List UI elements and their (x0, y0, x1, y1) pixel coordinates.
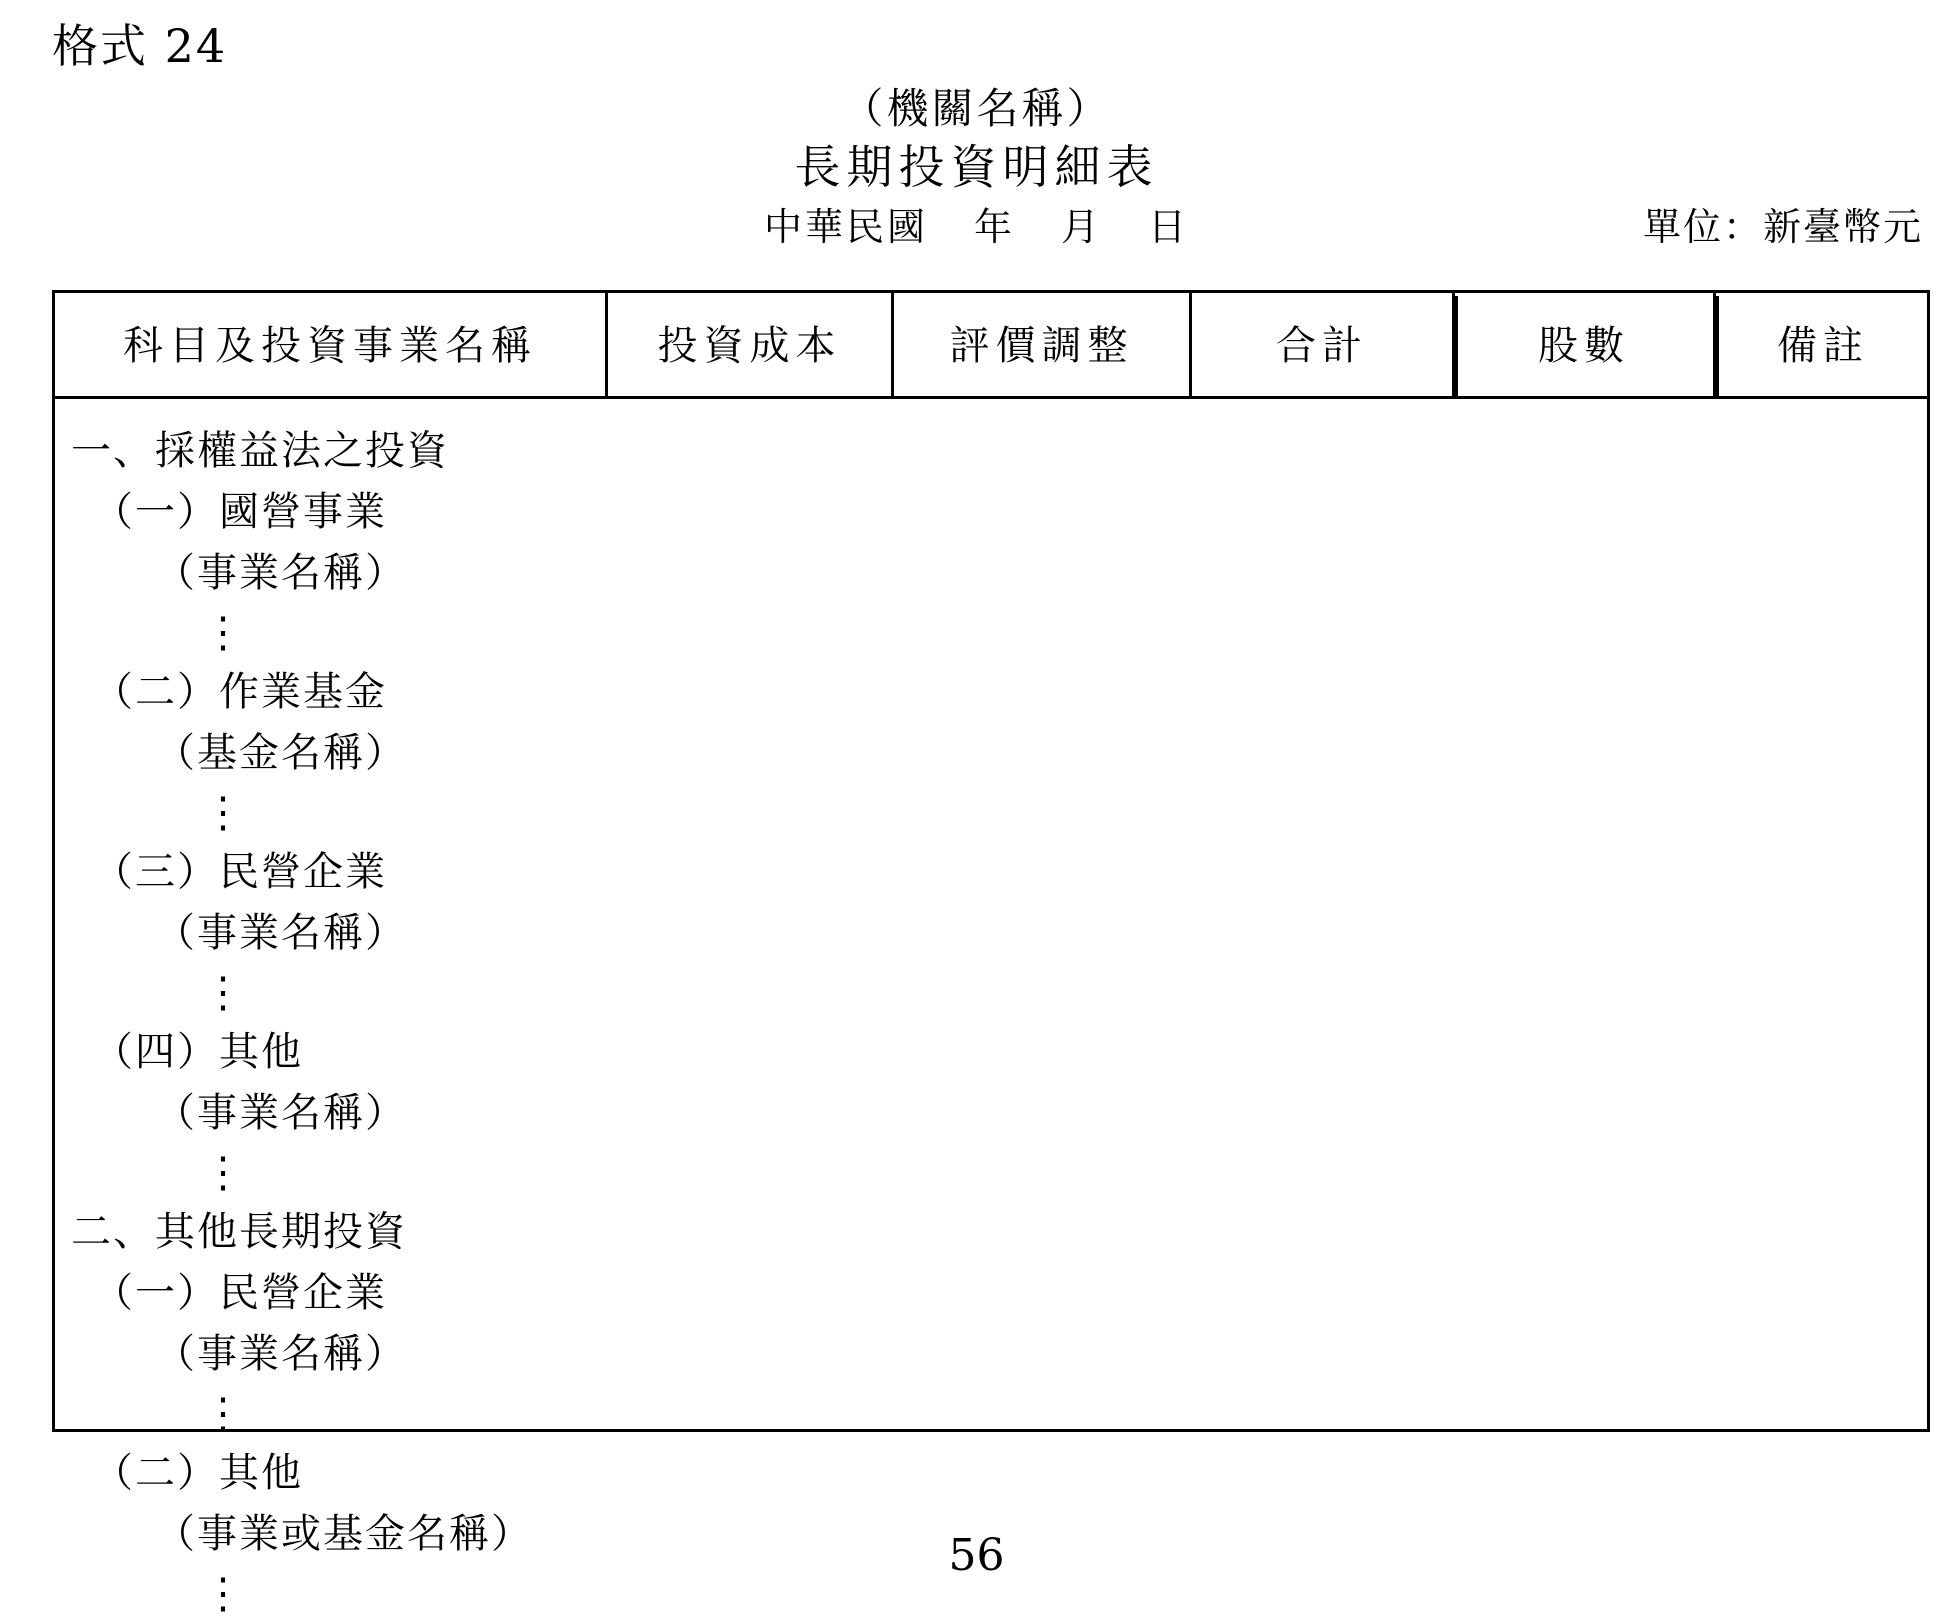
table-header-cell: 評價調整 (894, 293, 1192, 399)
form-code-label: 格式 24 (52, 19, 228, 73)
table-row: 二、其他長期投資 (71, 1209, 407, 1255)
table-header-row (55, 293, 1927, 399)
vertical-ellipsis: ⋮ (203, 788, 245, 838)
table-header-cell: 合計 (1192, 293, 1455, 399)
table-row: （一）國營事業 (93, 489, 387, 535)
date-day-label: 日 (1148, 205, 1190, 249)
table-row: （事業名稱） (155, 1331, 407, 1377)
vertical-ellipsis: ⋮ (203, 1148, 245, 1198)
vertical-ellipsis: ⋮ (203, 608, 245, 658)
table-header-cell: 備註 (1777, 323, 1869, 369)
currency-unit-label: 單位：新臺幣元 (1642, 205, 1923, 249)
date-year-label: 年 (973, 205, 1015, 249)
table-row: （事業名稱） (155, 550, 407, 596)
table-row: （四）其他 (93, 1029, 303, 1075)
vertical-ellipsis: ⋮ (203, 968, 245, 1018)
page-number: 56 (948, 1530, 1005, 1581)
table-header-cell: 股數 (1455, 293, 1716, 399)
table-row: （事業名稱） (155, 1090, 407, 1136)
table-row: （事業名稱） (155, 910, 407, 956)
subject-column-entries (55, 421, 1155, 1623)
table-row: （事業或基金名稱） (155, 1511, 533, 1557)
date-era-label: 中華民國 (763, 205, 928, 249)
table-row: （二）作業基金 (93, 669, 387, 715)
table-row: （二）其他 (93, 1450, 303, 1496)
table-row: （基金名稱） (155, 730, 407, 776)
table-row: 一、採權益法之投資 (71, 428, 449, 474)
document-title: 長期投資明細表 (794, 140, 1159, 194)
table-row: （三）民營企業 (93, 849, 387, 895)
table-header-cell: 科目及投資事業名稱 (55, 293, 608, 399)
vertical-ellipsis: ⋮ (203, 1569, 245, 1619)
date-month-label: 月 (1061, 205, 1103, 249)
agency-name-placeholder: （機關名稱） (841, 84, 1112, 133)
table-row: （一）民營企業 (93, 1270, 387, 1316)
vertical-ellipsis: ⋮ (203, 1389, 245, 1439)
table-header-cell: 投資成本 (608, 293, 894, 399)
